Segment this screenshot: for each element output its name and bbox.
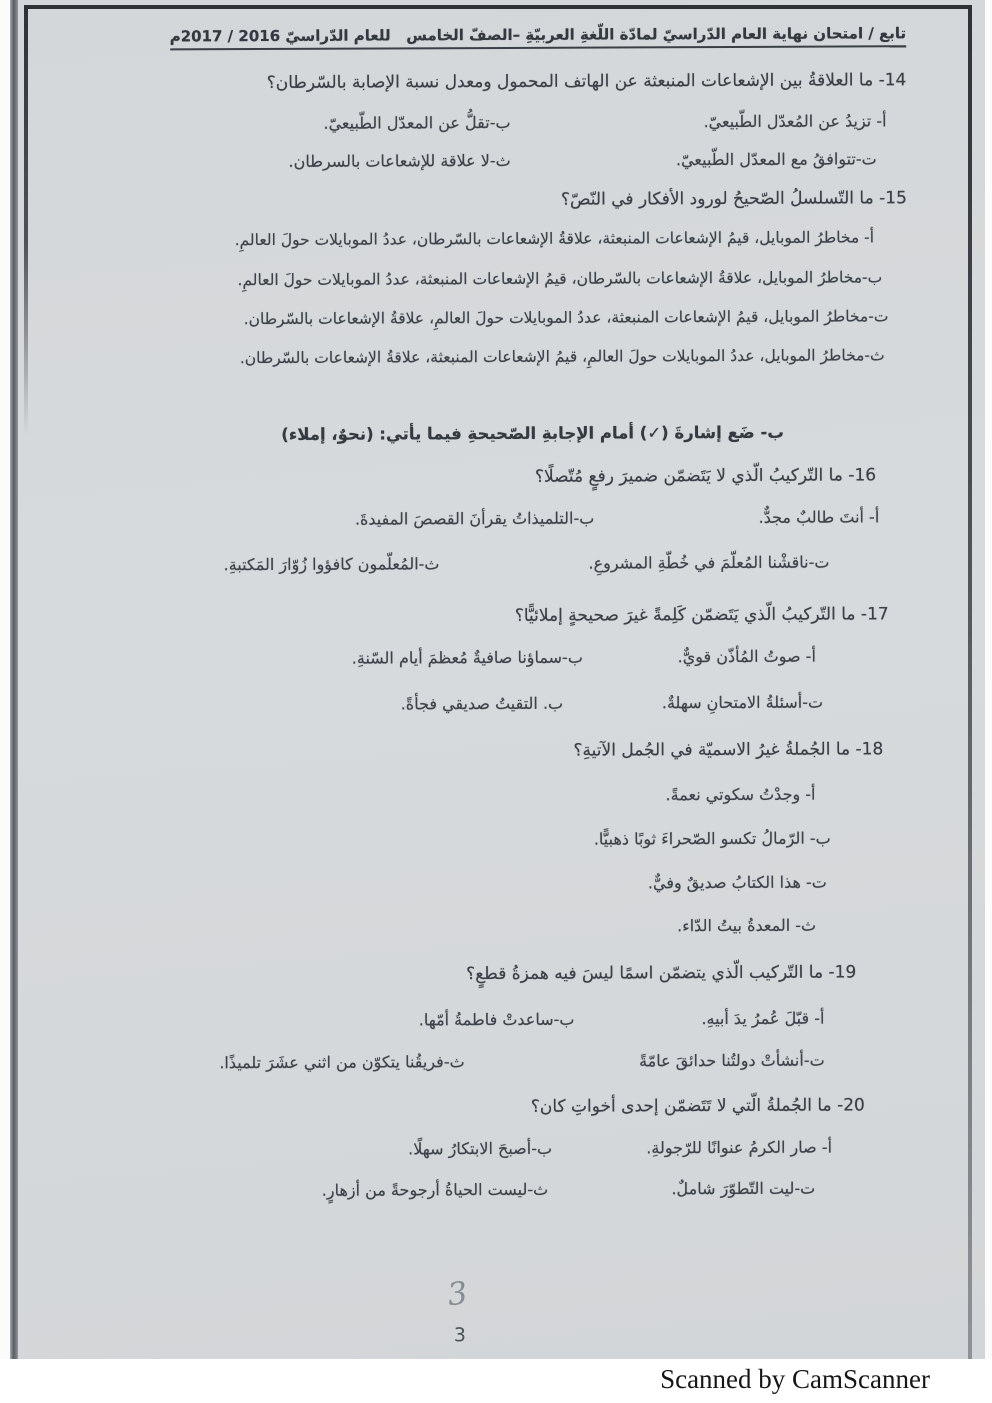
question-16-option-a: أ- أنتَ طالبٌ مجدٌّ. <box>758 507 880 527</box>
question-15-option-th: ث-مخاطرُ الموبايل، عددُ الموبايلات حولَ العالمِ، قيمُ الإشعاعات المنبعثة، علاقةُ الإشعاعات بالسّرطان. <box>239 346 885 368</box>
question-20-option-a: أ- صار الكرمُ عنوانًا للرّجولةِ. <box>646 1137 833 1158</box>
page-number-handwritten: 3 <box>445 1275 470 1314</box>
question-20-option-th: ث-ليست الحياةُ أرجوحةً من أزهارٍ. <box>321 1179 549 1200</box>
camscanner-credit: Scanned by CamScanner <box>660 1364 930 1394</box>
question-15-option-b: ب-مخاطرُ الموبايل، علاقةُ الإشعاعات بالسّرطان، قيمُ الإشعاعات المنبعثة، عددُ الموبايلات حولَ العالمِ. <box>237 268 883 290</box>
exam-header-title: تابع / امتحان نهاية العام الدّراسيّ لمادّة اللّغةِ العربيّةِ –الصفّ الخامس للعام الدّراسيّ 2016 / 2017م <box>170 24 907 50</box>
page-number-printed: 3 <box>453 1324 466 1347</box>
question-17-option-a: أ- صوتُ المُأذّن قويٌّ. <box>677 646 816 667</box>
question-19-option-th: ث-فريقُنا يتكوّن من اثني عشَرَ تلميذًا. <box>219 1052 465 1073</box>
question-17-option-t: ت-أسئلةُ الامتحانِ سهلةٌ. <box>661 692 824 713</box>
question-19-stem: 19- ما التّركيب الّذي يتضمّن اسمًا ليسَ فيه همزةُ قطعٍ؟ <box>466 962 857 985</box>
question-16-option-th: ث-المُعلّمون كافؤوا زُوّارَ المَكتبةِ. <box>223 554 440 575</box>
question-18-stem: 18- ما الجُملةُ غيرُ الاسميّة في الجُمل الآتيةِ؟ <box>573 739 884 761</box>
question-18-option-t: ت- هذا الكتابُ صديقٌ وفيٌّ. <box>647 872 827 893</box>
question-14-option-b: ب-تقلُّ عن المعدّل الطّبيعيّ. <box>323 112 511 133</box>
question-18-option-th: ث- المعدةُ بيتُ الدّاء. <box>677 915 817 936</box>
question-20-stem: 20- ما الجُملةُ الّتي لا تَتَضمّن إحدى أخواتِ كان؟ <box>530 1095 865 1117</box>
question-16-option-t: ت-ناقشْنا المُعلّمَ في خُطّةِ المشروعِ. <box>588 552 830 573</box>
question-18-option-b: ب- الرّمالُ تكسو الصّحراءَ ثوبًا ذهبيًّا. <box>593 828 831 849</box>
question-14-stem: 14- ما العلاقةُ بين الإشعاعات المنبعثة عن الهاتف المحمول ومعدل نسبة الإصابة بالسّرطان؟ <box>266 70 907 94</box>
question-20-option-b: ب-أصبحَ الابتكارُ سهلًا. <box>408 1138 553 1159</box>
question-16-stem: 16- ما التّركيبُ الّذي لا يَتَضمّن ضميرَ رفعٍ مُتّصلًا؟ <box>534 465 877 487</box>
question-17-stem: 17- ما التّركيبُ الّذي يَتَضمّن كَلِمةً غيرَ صحيحةٍ إملائيًّا؟ <box>514 604 889 626</box>
section-b-instruction: ب- ضَع إشارةَ (✓) أمام الإجابةِ الصّحيحةِ فيما يأتي: (نحوٌ، إملاء) <box>281 422 784 444</box>
question-19-option-a: أ- قبّلَ عُمرُ يدَ أبيهِ. <box>701 1008 825 1029</box>
question-14-option-t: ت-تتوافقُ مع المعدّل الطّبيعيّ. <box>675 149 877 170</box>
question-15-option-a: أ- مخاطرُ الموبايل، قيمُ الإشعاعات المنبعثة، علاقةُ الإشعاعات بالسّرطان، عددُ الموبايلات حولَ العالمِ. <box>234 228 875 250</box>
question-19-option-t: ت-أنشأتْ دولتُنا حدائقَ عامّةً <box>639 1050 825 1071</box>
question-18-option-a: أ- وجدْتُ سكوتي نعمةً. <box>665 784 816 805</box>
question-14-option-a: أ- تزيدُ عن المُعدّل الطّبيعيّ. <box>703 111 887 132</box>
question-15-option-t: ت-مخاطرُ الموبايل، قيمُ الإشعاعات المنبعثة، عددُ الموبايلات حولَ العالمِ، علاقةُ الإشعاعات بالسّرطان. <box>243 307 889 329</box>
question-15-stem: 15- ما التّسلسلُ الصّحيحُ لورود الأفكار في النّصّ؟ <box>560 188 907 210</box>
question-20-option-t: ت-ليت التّطوّرَ شاملٌ. <box>671 1178 816 1199</box>
question-19-option-b: ب-ساعدتْ فاطمةُ أمّها. <box>418 1009 575 1030</box>
question-17-option-b2: ب. التقيتُ صديقي فجأةً. <box>400 693 564 714</box>
question-16-option-b: ب-التلميذاتُ يقرأنَ القصصَ المفيدةَ. <box>354 508 595 529</box>
question-14-option-th: ث-لا علاقة للإشعاعات بالسرطان. <box>288 150 511 171</box>
question-17-option-b: ب-سماؤنا صافيةٌ مُعظمَ أيام السّنةِ. <box>351 647 583 668</box>
